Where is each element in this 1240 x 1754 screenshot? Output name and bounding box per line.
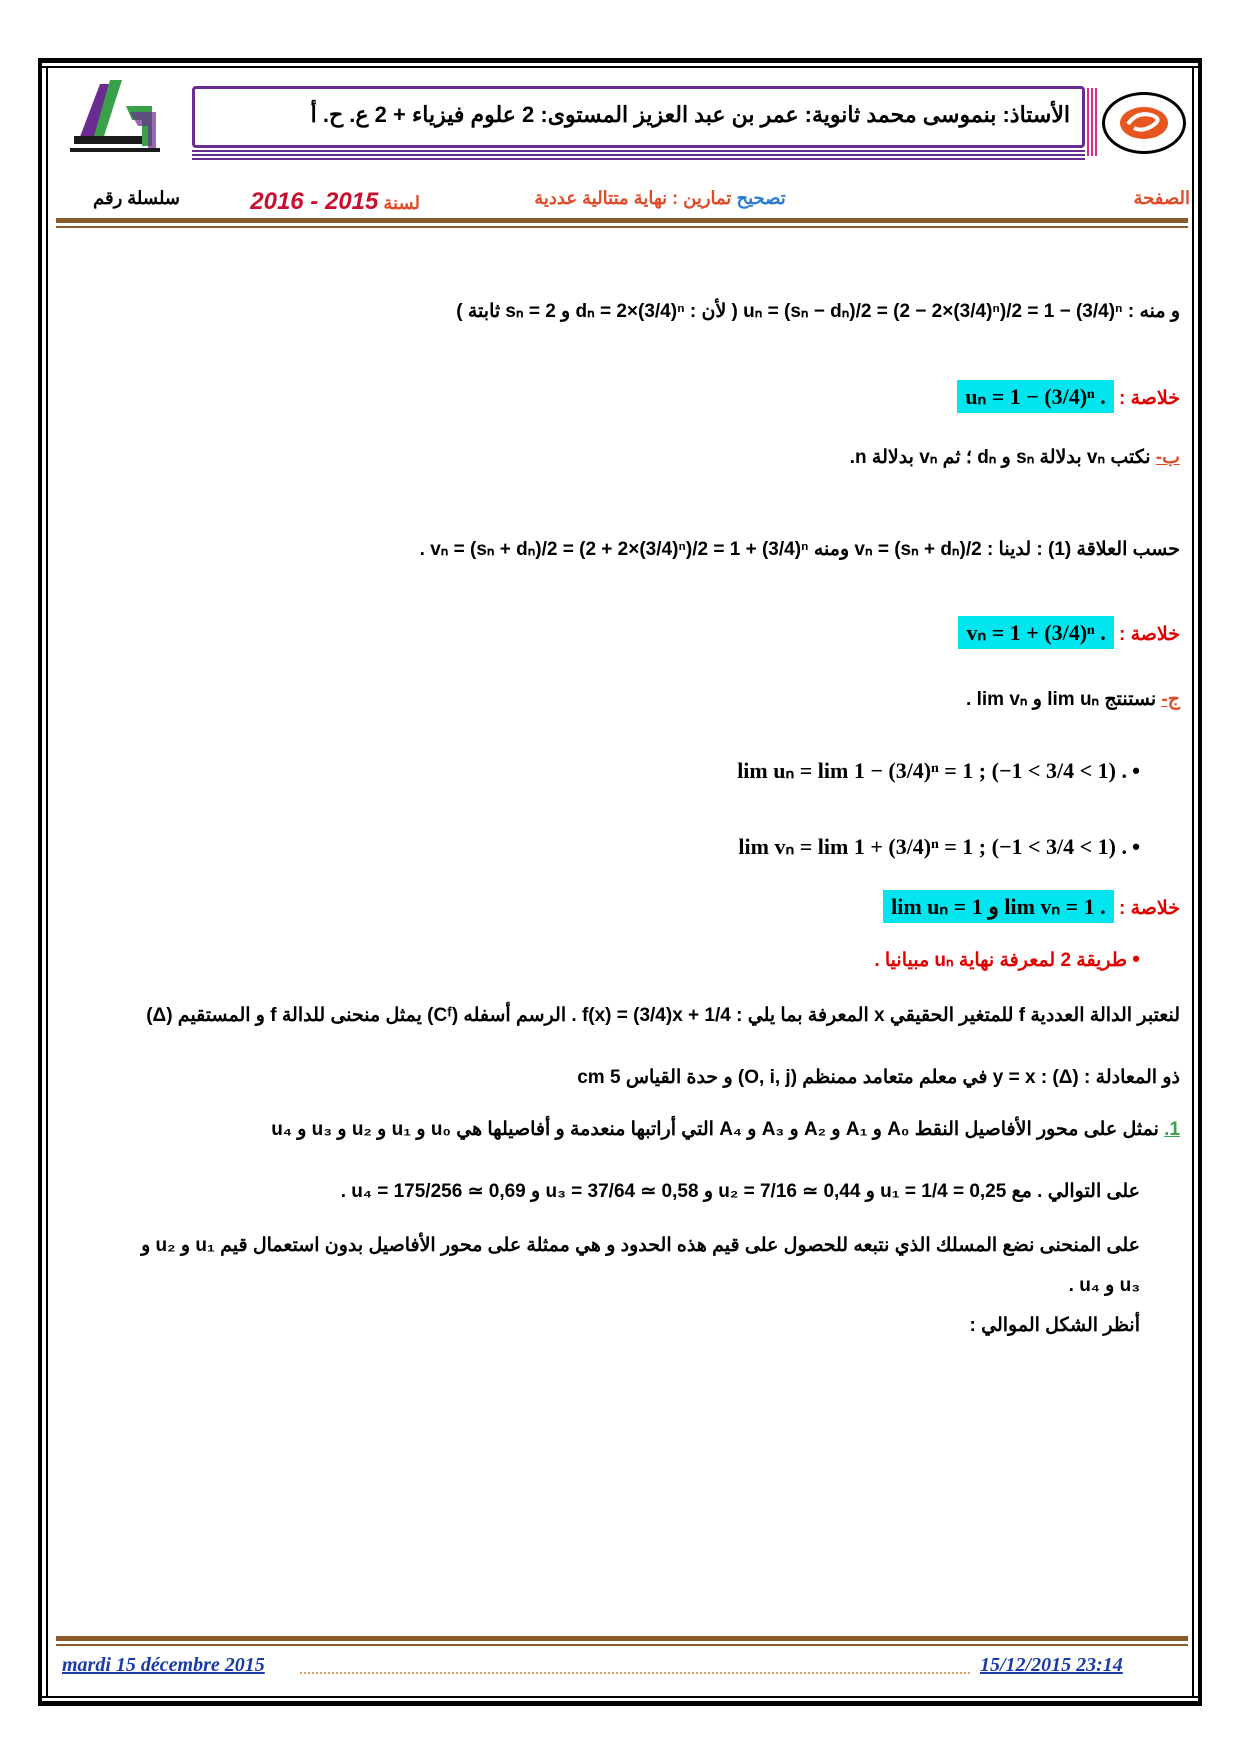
content-line-11: لنعتبر الدالة العددية f للمتغير الحقيقي x المعرفة بما يلي : f(x) = (3/4)x + 1/4 . الرسم أسفله (Cᶠ) يمثل منحنى للدالة f و المستقيم (Δ)	[146, 1005, 1180, 1026]
logo-right-bar	[1087, 88, 1097, 156]
item-1-label: 1.	[1164, 1119, 1180, 1140]
content-line-7	[737, 758, 1140, 784]
header-rule-thin	[56, 226, 1188, 228]
content-line-16: u₃ و u₄ .	[1068, 1275, 1140, 1296]
meta-title-rest: تمارين : نهاية متتالية عددية	[534, 188, 732, 208]
content-line-1: و منه : uₙ = (sₙ − dₙ)/2 = (2 − 2×(3/4)ⁿ)/2 = 1 − (3/4)ⁿ ( لأن : dₙ = 2×(3/4)ⁿ و sₙ = 2 ثابتة )	[456, 301, 1180, 322]
content-line-5	[958, 620, 1180, 646]
meta-title	[500, 188, 820, 209]
frame-left	[38, 58, 42, 1706]
bullet-icon: •	[1132, 946, 1140, 971]
meta-title-blue: تصحيح	[736, 188, 786, 208]
frame-bottom-thin	[38, 1696, 1202, 1698]
bullet-icon: •	[1132, 758, 1140, 783]
content-line-2	[957, 384, 1180, 410]
frame-right	[1198, 58, 1202, 1706]
content-line-13	[271, 1118, 1180, 1141]
method-2-text: طريقة 2 لمعرفة نهاية uₙ مبيانيا .	[874, 950, 1128, 971]
header-rule	[56, 218, 1188, 223]
summary-equation: uₙ = 1 − (3/4)ⁿ .	[957, 380, 1114, 413]
content-line-12: ذو المعادلة : (Δ) : y = x في معلم متعامد ممنظم (O, i, j) و حدة القياس 5 cm	[577, 1067, 1180, 1088]
meta-year	[190, 188, 420, 216]
header-title: الأستاذ: بنموسى محمد ثانوية: عمر بن عبد العزيز المستوى: 2 علوم فيزياء + 2 ع. ح. أ	[310, 102, 1070, 127]
content-line-14: على التوالي . مع u₁ = 1/4 = 0,25 و u₂ = 7/16 ≃ 0,44 و u₃ = 37/64 ≃ 0,58 و u₄ = 175/256 ≃ 0,69 .	[340, 1181, 1140, 1202]
frame-left-inner	[46, 66, 48, 1698]
summary-label: خلاصة :	[1118, 624, 1180, 645]
meta-year-value: 2015 - 2016	[250, 188, 379, 215]
frame-right-inner	[1192, 66, 1194, 1698]
content-line-17: أنظر الشكل الموالي :	[969, 1315, 1140, 1336]
part-c-label: ج-	[1161, 689, 1180, 710]
summary-equation: lim uₙ = 1 و lim vₙ = 1 .	[883, 890, 1114, 923]
summary-label: خلاصة :	[1118, 388, 1180, 409]
header-stripes	[192, 150, 1085, 160]
summary-equation: vₙ = 1 + (3/4)ⁿ .	[958, 616, 1113, 649]
limit-v-equation: lim vₙ = lim 1 + (3/4)ⁿ = 1 ; (−1 < 3/4 < 1) .	[738, 834, 1128, 859]
meta-series-label: سلسلة رقم	[93, 188, 180, 208]
summary-label: خلاصة :	[1118, 898, 1180, 919]
frame-top-thick	[38, 58, 1202, 63]
footer-dots	[300, 1672, 970, 1674]
content-line-10	[874, 946, 1140, 972]
part-b-label: ب-	[1155, 447, 1180, 468]
content-line-15: على المنحنى نضع المسلك الذي نتبعه للحصول على قيم هذه الحدود و هي ممثلة على محور الأفاصيل بدون استعمال قيم u₁ و u₂ و	[141, 1235, 1140, 1256]
part-c-text: نستنتج lim uₙ و lim vₙ .	[966, 689, 1157, 710]
meta-year-label: لسنة	[383, 193, 420, 213]
content-line-6	[966, 688, 1180, 711]
content-line-4: حسب العلاقة (1) : لدينا : vₙ = (sₙ + dₙ)/2 ومنه vₙ = (sₙ + dₙ)/2 = (2 + 2×(3/4)ⁿ)/2 = 1 + (3/4)ⁿ .	[419, 539, 1180, 560]
content-line-3	[850, 446, 1180, 469]
bullet-icon: •	[1132, 834, 1140, 859]
footer-rule-thin	[56, 1644, 1188, 1646]
frame-bottom-thick	[38, 1701, 1202, 1706]
footer-date: mardi 15 décembre 2015	[62, 1654, 265, 1676]
footer-timestamp: 15/12/2015 23:14	[980, 1654, 1123, 1676]
logo-left-icon	[60, 76, 170, 160]
limit-u-equation: lim uₙ = lim 1 − (3/4)ⁿ = 1 ; (−1 < 3/4 < 1) .	[737, 758, 1128, 783]
part-b-text: نكتب vₙ بدلالة sₙ و dₙ ؛ ثم vₙ بدلالة n.	[849, 447, 1151, 468]
content-line-9	[883, 894, 1180, 920]
frame-top-thin	[38, 66, 1202, 68]
item-1-text: نمثل على محور الأفاصيل النقط A₀ و A₁ و A₂ و A₃ و A₄ التي أراتبها منعدمة و أفاصيلها هي u₀ و u₁ و u₂ و u₃ و u₄	[271, 1119, 1159, 1140]
meta-page-label: الصفحة	[1133, 188, 1190, 208]
content-line-8	[738, 834, 1140, 860]
logo-right-icon	[1118, 104, 1170, 142]
footer-rule	[56, 1636, 1188, 1641]
